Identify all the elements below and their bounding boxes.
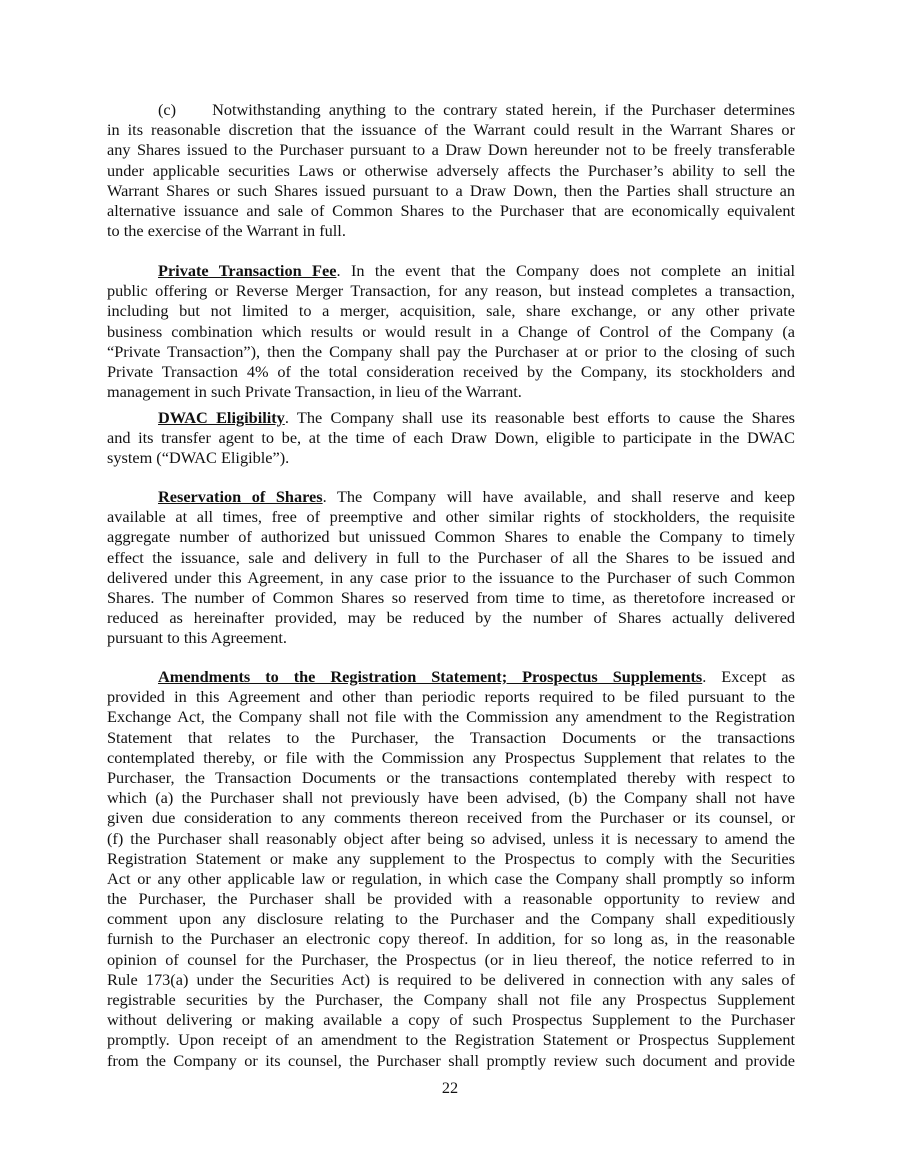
text-line xyxy=(107,408,795,428)
paragraph xyxy=(107,408,795,469)
text-line xyxy=(107,448,795,468)
text-line xyxy=(107,849,795,869)
line-text: Act or any other applicable law or regulation, in which case the Company shall promptly so inform xyxy=(107,868,795,888)
text-line xyxy=(107,970,795,990)
line-text: Rule 173(a) under the Securities Act) is required to be delivered in connection with any sales of xyxy=(107,969,795,989)
text-line xyxy=(107,428,795,448)
section-label: (c) xyxy=(158,100,177,119)
text-line xyxy=(107,748,795,768)
text-line xyxy=(107,728,795,748)
line-text: . The Company will have available, and shall reserve and keep xyxy=(322,487,795,506)
line-text: furnish to the Purchaser an electronic copy thereof. In addition, for so long as, in the reasonable xyxy=(107,929,795,949)
line-text: . Except as xyxy=(702,667,795,686)
line-text: (f) the Purchaser shall reasonably object after being so advised, unless it is necessary to amend the xyxy=(107,828,795,848)
text-line xyxy=(107,869,795,889)
line-text: contemplated thereby, or file with the Commission any Prospectus Supplement that relates to the xyxy=(107,747,795,767)
text-line xyxy=(107,628,795,648)
line-text: without delivering or making available a copy of such Prospectus Supplement to the Purchaser xyxy=(107,1010,795,1030)
line-text: under applicable securities Laws or otherwise adversely affects the Purchaser’s ability to sell the xyxy=(107,160,795,180)
line-text: Warrant Shares or such Shares issued pursuant to a Draw Down, then the Parties shall structure an xyxy=(107,180,795,200)
text-line xyxy=(107,768,795,788)
text-line xyxy=(107,909,795,929)
line-text: effect the issuance, sale and delivery in full to the Purchaser of all the Shares to be issued and xyxy=(107,547,795,567)
text-line xyxy=(107,201,795,221)
line-text: promptly. Upon receipt of an amendment to the Registration Statement or Prospectus Supplement xyxy=(107,1030,795,1050)
text-line xyxy=(107,362,795,382)
text-line xyxy=(107,1051,795,1071)
line-text: alternative issuance and sale of Common Shares to the Purchaser that are economically equivalent xyxy=(107,200,795,220)
paragraph xyxy=(107,487,795,649)
text-line xyxy=(107,588,795,608)
section-heading: Reservation of Shares xyxy=(158,487,323,506)
paragraph xyxy=(107,261,795,402)
line-text: Private Transaction 4% of the total consideration received by the Company, its stockholders and xyxy=(107,361,795,381)
text-line xyxy=(107,527,795,547)
text-line xyxy=(107,507,795,527)
line-text: from the Company or its counsel, the Purchaser shall promptly review such document and provide xyxy=(107,1050,795,1070)
text-line xyxy=(107,161,795,181)
text-line xyxy=(107,808,795,828)
line-text: Notwithstanding anything to the contrary stated herein, if the Purchaser determines xyxy=(212,100,795,119)
line-text: . The Company shall use its reasonable best efforts to cause the Shares xyxy=(284,408,795,427)
line-text: pursuant to this Agreement. xyxy=(107,628,287,648)
paragraph xyxy=(107,667,795,1071)
line-text: provided in this Agreement and other than periodic reports required to be filed pursuant to the xyxy=(107,687,795,707)
text-line xyxy=(107,382,795,402)
text-line xyxy=(107,687,795,707)
line-text: the Purchaser, the Purchaser shall be provided with a reasonable opportunity to review and xyxy=(107,889,795,909)
text-line xyxy=(107,301,795,321)
text-line xyxy=(107,487,795,507)
line-text: . In the event that the Company does not complete an initial xyxy=(336,261,795,280)
line-text: reduced as hereinafter provided, may be reduced by the number of Shares actually delivered xyxy=(107,608,795,628)
text-line xyxy=(107,889,795,909)
line-text: Registration Statement or make any supplement to the Prospectus to comply with the Securities xyxy=(107,848,795,868)
line-text: comment upon any disclosure relating to the Purchaser and the Company shall expeditiously xyxy=(107,909,795,929)
text-line xyxy=(107,568,795,588)
line-text: any Shares issued to the Purchaser pursuant to a Draw Down hereunder not to be freely transferable xyxy=(107,140,795,160)
line-text: which (a) the Purchaser shall not previously have been advised, (b) the Company shall not have xyxy=(107,788,795,808)
line-text: and its transfer agent to be, at the time of each Draw Down, eligible to participate in the DWAC xyxy=(107,428,795,448)
text-line xyxy=(107,281,795,301)
page-number: 22 xyxy=(441,1078,459,1097)
line-text: management in such Private Transaction, in lieu of the Warrant. xyxy=(107,382,522,402)
text-line xyxy=(107,221,795,241)
line-text: registrable securities by the Purchaser, the Company shall not file any Prospectus Supplement xyxy=(107,990,795,1009)
line-text: given due consideration to any comments thereon received from the Purchaser or its counsel, or xyxy=(107,808,795,828)
line-text: public offering or Reverse Merger Transaction, for any reason, but instead completes a transaction, xyxy=(107,281,795,301)
line-text: delivered under this Agreement, in any case prior to the issuance to the Purchaser of such Common xyxy=(107,567,795,587)
text-line xyxy=(107,140,795,160)
line-text: opinion of counsel for the Purchaser, the Prospectus (or in lieu thereof, the notice referred to in xyxy=(107,949,795,969)
line-text: to the exercise of the Warrant in full. xyxy=(107,221,346,241)
line-text: aggregate number of authorized but unissued Common Shares to enable the Company to timely xyxy=(107,527,795,547)
text-line xyxy=(107,667,795,687)
line-text: including but not limited to a merger, acquisition, sale, share exchange, or any other private xyxy=(107,301,795,321)
text-line xyxy=(107,1030,795,1050)
section-heading: Amendments to the Registration Statement; Prospectus Supplements xyxy=(158,667,703,686)
text-line xyxy=(107,342,795,362)
line-text: system (“DWAC Eligible”). xyxy=(107,448,290,468)
line-text: business combination which results or would result in a Change of Control of the Company (a xyxy=(107,321,795,341)
line-text: Exchange Act, the Company shall not file with the Commission any amendment to the Registration xyxy=(107,707,795,727)
line-text: in its reasonable discretion that the issuance of the Warrant could result in the Warrant Shares or xyxy=(107,120,795,140)
line-text: “Private Transaction”), then the Company shall pay the Purchaser at or prior to the closing of such xyxy=(107,341,795,361)
line-text: available at all times, free of preemptive and other similar rights of stockholders, the requisite xyxy=(107,507,795,527)
text-line xyxy=(107,181,795,201)
text-line xyxy=(107,829,795,849)
paragraph xyxy=(107,100,795,241)
text-line xyxy=(107,261,795,281)
text-line xyxy=(107,707,795,727)
text-line xyxy=(107,548,795,568)
text-line xyxy=(107,120,795,140)
text-line xyxy=(107,929,795,949)
text-line xyxy=(107,1010,795,1030)
text-line xyxy=(107,788,795,808)
line-text: Purchaser, the Transaction Documents or the transactions contemplated thereby with respect to xyxy=(107,767,795,787)
section-heading: DWAC Eligibility xyxy=(158,408,285,427)
line-text: Shares. The number of Common Shares so reserved from time to time, as theretofore increased or xyxy=(107,587,795,607)
line-text: Statement that relates to the Purchaser, the Transaction Documents or the transactions xyxy=(107,727,795,747)
text-line xyxy=(107,322,795,342)
text-line xyxy=(107,100,795,120)
text-line xyxy=(107,950,795,970)
text-line xyxy=(107,608,795,628)
text-line xyxy=(107,990,795,1010)
section-heading: Private Transaction Fee xyxy=(158,261,337,280)
